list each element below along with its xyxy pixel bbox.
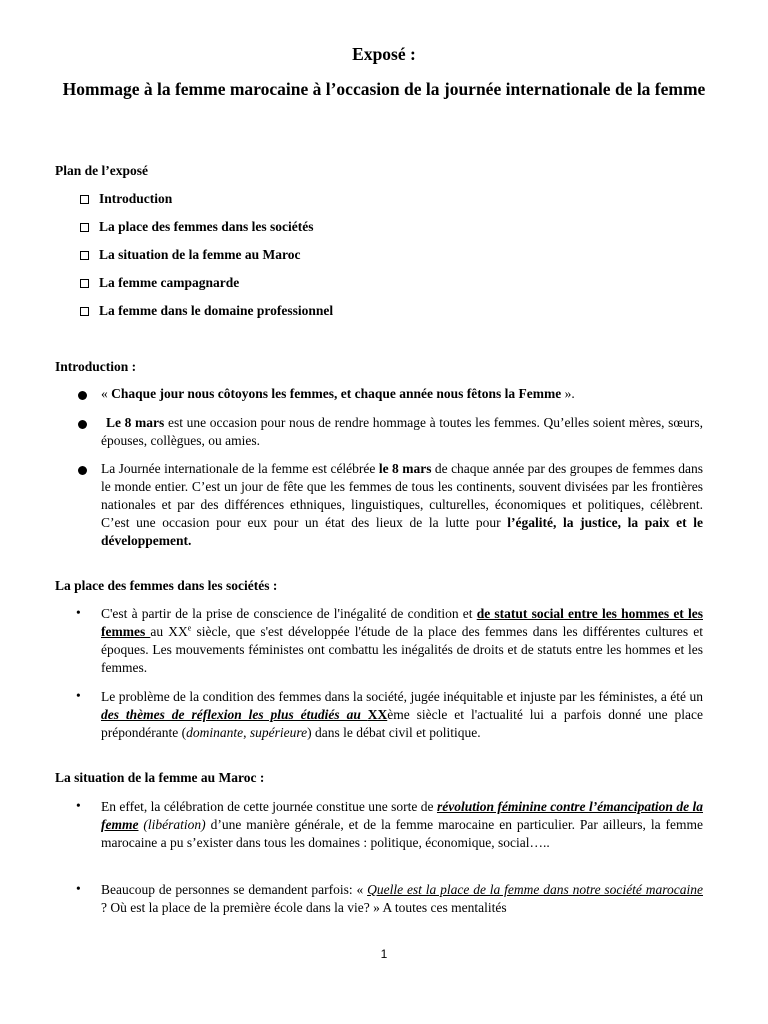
- document-subtitle: Hommage à la femme marocaine à l’occasion de la journée internationale de la femme: [62, 79, 706, 99]
- maroc-heading: La situation de la femme au Maroc :: [55, 770, 265, 785]
- plan-item: [80, 303, 333, 319]
- plan-item-label: La situation de la femme au Maroc: [99, 247, 301, 262]
- checkbox-icon: [80, 279, 89, 288]
- plan-item: [80, 275, 239, 291]
- intro-paragraph-3: La Journée internationale de la femme est célébrée le 8 mars de chaque année par des groupes de femmes dans le monde entier. C’est un jour de fête que les femmes de tous les continents, souvent divisées par les frontières nationales et par des différences ethniques, linguistiques, culturelles, économiques et politiques, célèbrent. C’est une occasion pour eux pour un état des lieux de la lutte pour l’égalité, la justice, la paix et le développement.: [101, 461, 704, 548]
- bullet-dot-icon: [78, 463, 87, 479]
- checkbox-icon: [80, 251, 89, 260]
- plan-item: [80, 247, 300, 263]
- maroc-paragraph-2: Beaucoup de personnes se demandent parfois: « Quelle est la place de la femme dans notre société marocaine ? Où est la place de la première école dans la vie? » A toutes ces mentalités: [101, 882, 703, 915]
- bullet-dot-icon: [78, 417, 87, 433]
- maroc-paragraph-1: En effet, la célébration de cette journée constitue une sorte de révolution féminine contre l’émancipation de la femme (libération) d’une manière générale, et de la femme marocaine en particulier. Par ailleurs, la femme marocaine a pu s’exister dans tous les domaines : politique, économique, social…..: [101, 799, 704, 850]
- place-paragraph-1: C'est à partir de la prise de conscience de l'inégalité de condition et de statut social entre les hommes et les femmes au XXe siècle, que s'est développée l'étude de la place des femmes dans les différentes cultures et époques. Les mouvements féministes ont combattu les inégalités de droits et de statuts entre les hommes et les femmes.: [101, 606, 703, 675]
- checkbox-icon: [80, 307, 89, 316]
- checkbox-icon: [80, 223, 89, 232]
- introduction-heading: Introduction :: [55, 359, 137, 374]
- plan-item-label: La place des femmes dans les sociétés: [99, 219, 314, 234]
- bullet-icon: •: [76, 881, 81, 896]
- place-heading: La place des femmes dans les sociétés :: [55, 578, 278, 593]
- intro-paragraph-1: « Chaque jour nous côtoyons les femmes, et chaque année nous fêtons la Femme ».: [101, 386, 575, 401]
- bullet-icon: •: [76, 605, 81, 620]
- document-title: Exposé :: [352, 44, 416, 64]
- plan-heading: Plan de l’exposé: [55, 163, 148, 178]
- plan-item: [80, 219, 313, 235]
- intro-paragraph-2: Le 8 mars est une occasion pour nous de rendre hommage à toutes les femmes. Qu’elles soient mères, sœurs, épouses, collègues, ou amies.: [101, 415, 703, 448]
- page-number: 1: [380, 947, 388, 961]
- plan-item: [80, 191, 172, 207]
- place-paragraph-2: Le problème de la condition des femmes dans la société, jugée inéquitable et injuste par les féministes, a été un des thèmes de réflexion les plus étudiés au XXème siècle et l'actualité lui a parfois donné une place prépondérante (dominante, supérieure) dans le débat civil et politique.: [101, 689, 703, 740]
- plan-item-label: La femme dans le domaine professionnel: [99, 303, 334, 318]
- bullet-dot-icon: [78, 388, 87, 404]
- plan-item-label: Introduction: [99, 191, 173, 206]
- plan-item-label: La femme campagnarde: [99, 275, 240, 290]
- bullet-icon: •: [76, 798, 81, 813]
- bullet-icon: •: [76, 688, 81, 703]
- checkbox-icon: [80, 195, 89, 204]
